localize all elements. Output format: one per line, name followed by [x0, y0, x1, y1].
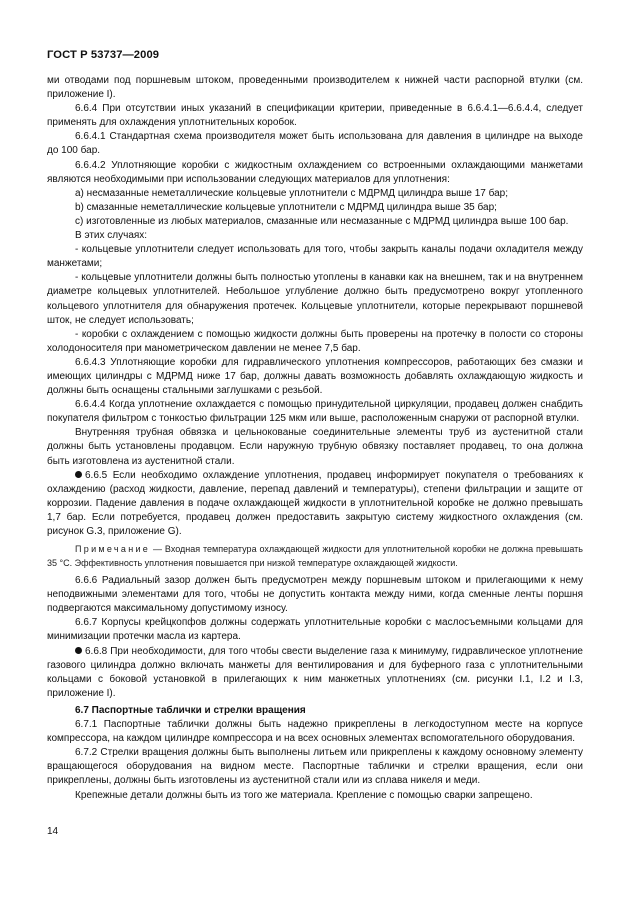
- list-item-b: b) смазанные неметаллические кольцевые уплотнители с МДРМД цилиндра выше 35 бар;: [75, 201, 497, 213]
- paragraph-6-6-8: [47, 645, 583, 701]
- paragraph-6-6-4-3: 6.6.4.3 Уплотняющие коробки для гидравлического уплотнения компрессоров, работающих без смазки и имеющих цилиндры с МДРМД ниже 17 бар, должны давать возможность добавлять охлаждающую жидкость и должны быть оснащены стальными заглушками с резьбой.: [47, 356, 583, 397]
- page-number: 14: [47, 826, 59, 837]
- paragraph-6-7-2: 6.7.2 Стрелки вращения должны быть выполнены литьем или прикреплены к каждому основному элементу вращающегося оборудования на видном месте. Паспортные таблички и стрелки вращения, если они прикреплены, должны быть изготовлены из аустенитной стали или из сплава никеля и меди.: [47, 747, 583, 787]
- paragraph-6-6-4-1: 6.6.4.1 Стандартная схема производителя может быть использована для давления в цилиндре на выходе до 100 бар.: [47, 131, 583, 157]
- paragraph-piping: Внутренняя трубная обвязка и цельнокованые соединительные элементы труб из аустенитной стали должны быть установлены продавцом. Если наружную трубную обвязку поставляет продавец, то она должна быть изготовлена из аустенитной стали.: [47, 427, 583, 467]
- note-label: Примечание: [75, 544, 151, 555]
- paragraph-6-7-1: 6.7.1 Паспортные таблички должны быть надежно прикреплены в легкодоступном месте на корпусе компрессора, на каждом цилиндре компрессора и на всех основных элементах вспомогательного оборудования.: [47, 719, 583, 745]
- note-text: — Входная температура охлаждающей жидкости для уплотнительной коробки не должна превышать 35 °С. Эффективность уплотнения повышается при низкой температуре охлаждающей жидкости.: [47, 544, 583, 568]
- section-title-6-7: 6.7 Паспортные таблички и стрелки вращения: [75, 704, 306, 716]
- paragraph-6-6-4-2: 6.6.4.2 Уплотняющие коробки с жидкостным охлаждением со встроенными охлаждающими манжетами являются необходимыми при использовании следующих материалов для уплотнения:: [47, 159, 583, 185]
- dash-item-3: - коробки с охлаждением с помощью жидкости должны быть проверены на протечку в полости со стороны холодоносителя при манометрическом давлении не менее 7,5 бар.: [47, 328, 583, 354]
- document-body: [47, 74, 583, 803]
- list-item-a: a) несмазанные неметаллические кольцевые уплотнители с МДРМД цилиндра выше 17 бар;: [75, 187, 508, 199]
- paragraph-6-6-4: 6.6.4 При отсутствии иных указаний в спецификации критерии, приведенные в 6.6.4.1—6.6.4.4, следует применять для охлаждения уплотнительных коробок.: [47, 103, 583, 129]
- note: [47, 543, 583, 570]
- standard-header: ГОСТ Р 53737—2009: [47, 49, 160, 61]
- dash-item-1: - кольцевые уплотнители следует использовать для того, чтобы закрыть каналы подачи охладителя между манжетами;: [47, 244, 583, 270]
- paragraph-continuation: ми отводами под поршневым штоком, проведенными производителем к нижней части распорной втулки (см. приложение I).: [47, 75, 583, 101]
- paragraph-6-6-6: 6.6.6 Радиальный зазор должен быть предусмотрен между поршневым штоком и прилегающими к нему неподвижными элементами для того, чтобы не допустить контакта между ними, когда сменные ленты поршня подвергаются максимальному допустимому износу.: [47, 575, 583, 615]
- paragraph-6-6-5: [47, 469, 583, 539]
- paragraph-6-6-8-text: 6.6.8 При необходимости, для того чтобы свести выделение газа к минимуму, гидравлическое уплотнение газового цилиндра должно включать манжеты для вентилирования и для буферного газа с уплотнительными кольцами с боковой установкой в прилегающих к ним манжетных уплотнениях (см. рисунки I.1, I.2 и I.3, приложение I).: [47, 645, 583, 699]
- cases-intro: В этих случаях:: [75, 230, 148, 242]
- dash-item-2: - кольцевые уплотнители должны быть полностью утоплены в канавки как на внешнем, так и на внутреннем диаметре кольцевых уплотнителей. Небольшое углубление должно быть предусмотрено вокруг утопленного кольцевого уплотнителя для обнаружения протечек. Кольцевые уплотнители, которые перекрывают поршневой шток, не следует использовать;: [47, 272, 583, 326]
- change-marker-icon: [75, 647, 82, 654]
- paragraph-6-6-5-text: 6.6.5 Если необходимо охлаждение уплотнения, продавец информирует покупателя о требованиях к охлаждению (расход жидкости, давление, перепад давлений и температуры), степени фильтрации и защите от коррозии. Падение давления в подаче охлаждающей жидкости в уплотнительной коробке не должно превышать 1,7 бар. Если потребуется, продавец должен предоставить закрытую систему жидкостного охлаждения (см. рисунок G.3, приложение G).: [47, 469, 583, 537]
- change-marker-icon: [75, 471, 82, 478]
- paragraph-6-6-7: 6.6.7 Корпусы крейцкопфов должны содержать уплотнительные коробки с маслосъемными кольцами для минимизации протечки масла из картера.: [47, 617, 583, 643]
- list-item-c: c) изготовленные из любых материалов, смазанные или несмазанные с МДРМД цилиндра выше 100 бар.: [75, 215, 569, 227]
- paragraph-6-6-4-4: 6.6.4.4 Когда уплотнение охлаждается с помощью принудительной циркуляции, продавец должен снабдить покупателя фильтром с тонкостью фильтрации 125 мкм или выше, расположенным снаружи от распорной втулки.: [47, 399, 583, 425]
- paragraph-fasteners: Крепежные детали должны быть из того же материала. Крепление с помощью сварки запрещено.: [75, 789, 533, 801]
